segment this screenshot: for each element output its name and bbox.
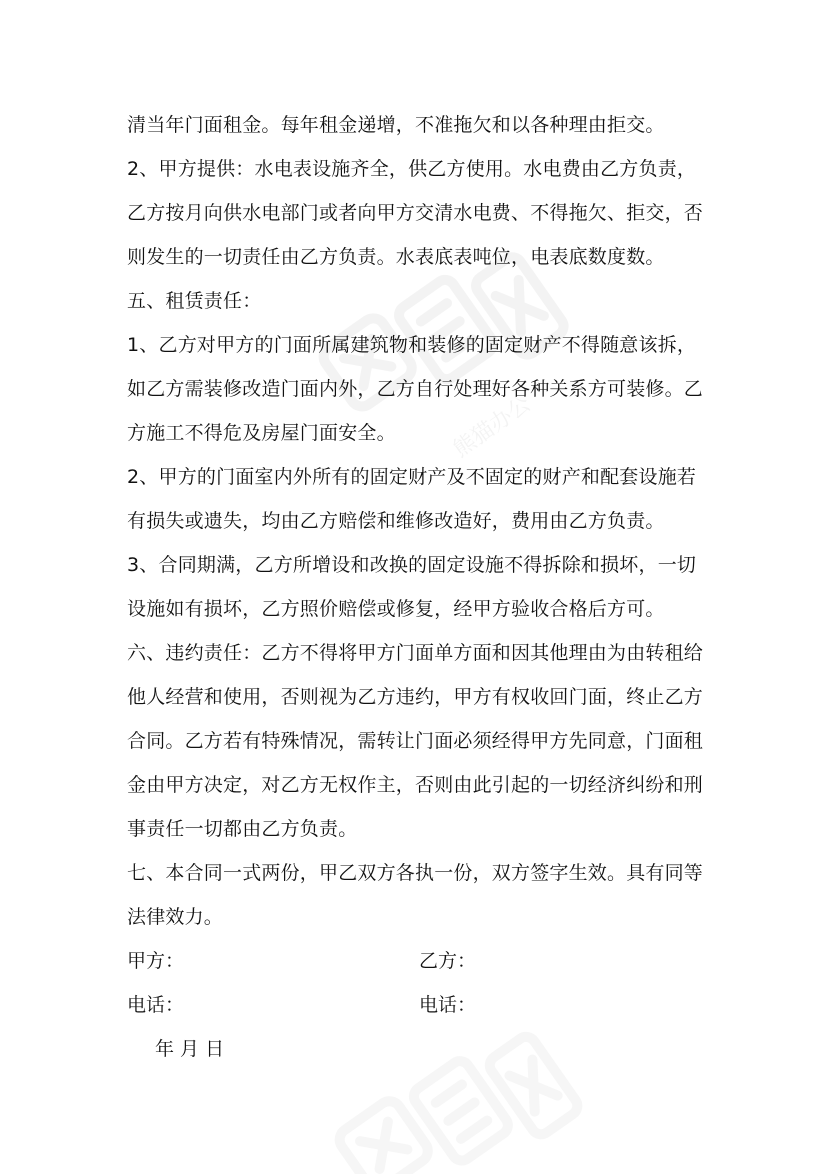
- paragraph-line: 合同。乙方若有特殊情况，需转让门面必须经得甲方先同意，门面租: [127, 730, 704, 752]
- paragraph-line: 3、合同期满，乙方所增设和改换的固定设施不得拆除和损坏，一切: [127, 554, 697, 576]
- paragraph-line: 他人经营和使用，否则视为乙方违约，甲方有权收回门面，终止乙方: [127, 686, 704, 708]
- phone-a-label: 电话：: [127, 994, 185, 1016]
- svg-text:熊猫办公: 熊猫办公: [448, 390, 535, 462]
- contract-content: [127, 103, 712, 1071]
- paragraph-line: 2、甲方的门面室内外所有的固定财产及不固定的财产和配套设施若: [127, 466, 697, 488]
- paragraph-line: 七、本合同一式两份，甲乙双方各执一份，双方签字生效。具有同等: [127, 862, 704, 884]
- paragraph-line: 金由甲方决定，对乙方无权作主，否则由此引起的一切经济纠纷和刑: [127, 774, 704, 796]
- paragraph-line: 法律效力。: [127, 906, 224, 928]
- paragraph-line: 1、乙方对甲方的门面所属建筑物和装修的固定财产不得随意该拆，: [127, 334, 697, 356]
- signature-row-party: [127, 939, 712, 983]
- party-a-label: 甲方：: [127, 950, 185, 972]
- paragraph-line: 设施如有损坏，乙方照价赔偿或修复，经甲方验收合格后方可。: [127, 598, 665, 620]
- section-heading: 五、租赁责任：: [127, 290, 262, 312]
- signature-row-phone: [127, 983, 712, 1027]
- date-line: 年 月 日: [155, 1038, 225, 1060]
- phone-b-label: 电话：: [419, 994, 477, 1016]
- paragraph-line: 2、甲方提供：水电表设施齐全，供乙方使用。水电费由乙方负责，: [127, 158, 697, 180]
- paragraph-line: 清当年门面租金。每年租金递增，不准拖欠和以各种理由拒交。: [127, 114, 665, 136]
- paragraph-line: 乙方按月向供水电部门或者向甲方交清水电费、不得拖欠、拒交，否: [127, 202, 704, 224]
- paragraph-line: 则发生的一切责任由乙方负责。水表底表吨位，电表底数度数。: [127, 246, 665, 268]
- paragraph-line: 如乙方需装修改造门面内外，乙方自行处理好各种关系方可装修。乙: [127, 378, 704, 400]
- paragraph-line: 六、违约责任：乙方不得将甲方门面单方面和因其他理由为由转租给: [127, 642, 704, 664]
- paragraph-line: 有损失或遗失，均由乙方赔偿和维修改造好，费用由乙方负责。: [127, 510, 665, 532]
- party-b-label: 乙方：: [419, 950, 477, 972]
- paragraph-line: 方施工不得危及房屋门面安全。: [127, 422, 396, 444]
- paragraph-line: 事责任一切都由乙方负责。: [127, 818, 358, 840]
